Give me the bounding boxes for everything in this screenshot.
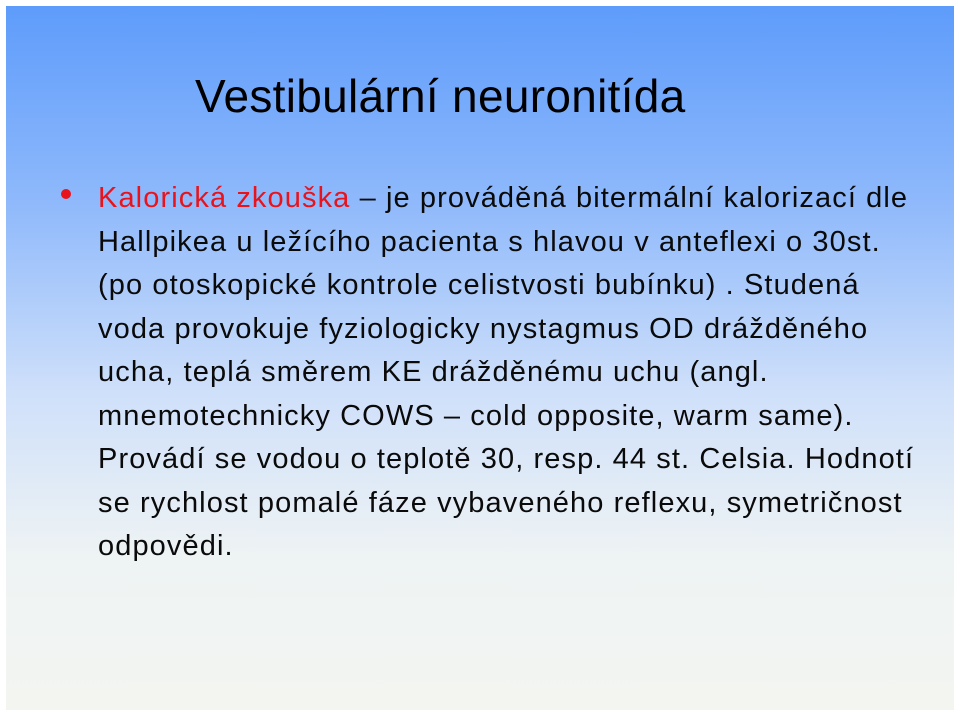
slide: [6, 6, 954, 710]
bullet-text: – je prováděná bitermální kalorizací dle Hallpikea u ležícího pacienta s hlavou v anteflexi o 30st. (po otoskopické kontrole celistvosti bubínku) . Studená voda provokuje fyziologicky nystagmus OD drážděného ucha, teplá směrem KE drážděnému uchu (angl. mnemotechnicky COWS – cold opposite, warm same). Provádí se vodou o teplotě 30, resp. 44 st. Celsia. Hodnotí se rychlost pomalé fáze vybaveného reflexu, symetričnost odpovědi.: [98, 182, 915, 562]
slide-title: Vestibulární neuronitída: [195, 70, 686, 122]
highlight-term: Kalorická zkouška: [98, 182, 351, 214]
bullet-paragraph: [98, 177, 918, 569]
bullet-dot-icon: [61, 189, 71, 199]
bullet-list: [98, 177, 918, 569]
